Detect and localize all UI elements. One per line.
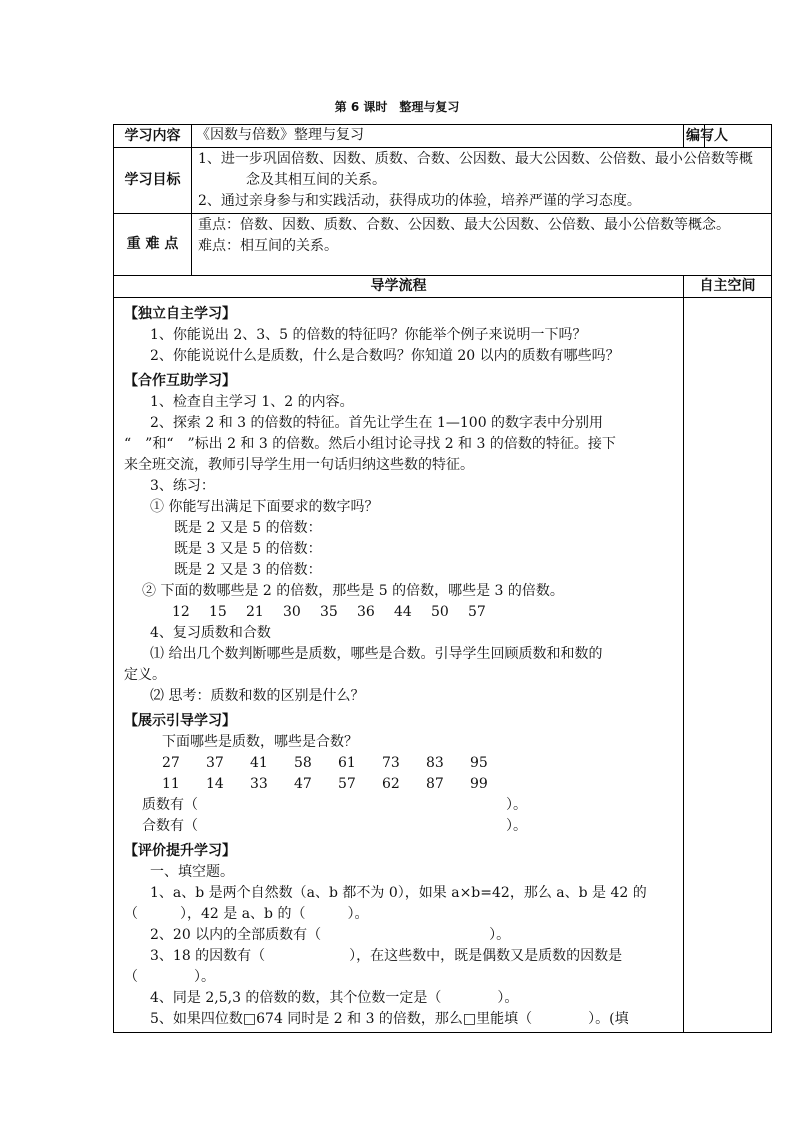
number: 33	[250, 776, 268, 792]
s4-fill1a: 1、a、b 是两个自然数（a、b 都不为 0），如果 a×b=42，那么 a、b 是 42 的	[150, 885, 647, 901]
number: 36	[357, 604, 375, 620]
s2-line4: 4、复习质数和合数	[150, 625, 271, 641]
number: 95	[470, 755, 488, 771]
number: 61	[338, 755, 356, 771]
number: 58	[294, 755, 312, 771]
s2-line2a: 2、探索 2 和 3 的倍数的特征。首先让学生在 1—100 的数字表中分别用	[150, 415, 604, 431]
s2-line4b: 定义。	[124, 667, 166, 683]
number: 41	[250, 755, 268, 771]
number: 21	[246, 604, 264, 620]
number: 47	[294, 776, 312, 792]
number: 62	[382, 776, 400, 792]
page-title: 第 6 课时 整理与复习	[334, 100, 460, 114]
s2-practice2: ② 下面的数哪些是 2 的倍数，那些是 5 的倍数，哪些是 3 的倍数。	[142, 583, 564, 599]
lesson-table	[113, 124, 772, 1033]
label-goals: 学习目标	[114, 148, 192, 214]
s3-composite-answer[interactable]: 合数有（ ）。	[142, 818, 527, 834]
number: 57	[338, 776, 356, 792]
s2-number-row	[124, 602, 677, 623]
number: 14	[206, 776, 224, 792]
number: 37	[206, 755, 224, 771]
section-showcase: 【展示引导学习】	[124, 713, 236, 729]
flow-cell	[114, 298, 684, 1033]
s1-q2: 2、你能说说什么是质数，什么是合数吗？你知道 20 以内的质数有哪些吗？	[150, 348, 620, 364]
number: 73	[382, 755, 400, 771]
self-space-cell[interactable]	[684, 298, 772, 1033]
s4-fill4[interactable]: 4、同是 2,5,3 的倍数的数，其个位数一定是（ ）。	[150, 990, 519, 1006]
number: 57	[468, 604, 486, 620]
s2-line3: 3、练习：	[150, 478, 215, 494]
goal-line-1: 1、进一步巩固倍数、因数、质数、合数、公因数、最大公因数、公倍数、最小公倍数等概念及其相互间的关系。	[198, 151, 753, 188]
label-content: 学习内容	[114, 125, 192, 148]
s4-fill2[interactable]: 2、20 以内的全部质数有（ ）。	[150, 927, 511, 943]
header-flow: 导学流程	[114, 276, 684, 298]
s1-q1: 1、你能说出 2、3、5 的倍数的特征吗？你能举个例子来说明一下吗？	[150, 327, 587, 343]
s4-heading: 一、填空题。	[150, 864, 234, 880]
s2-line2c: 来全班交流，教师引导学生用一句话归纳这些数的特征。	[124, 457, 474, 473]
section-cooperative: 【合作互助学习】	[124, 373, 236, 389]
s2-line1: 1、检查自主学习 1、2 的内容。	[150, 394, 354, 410]
s2-practice1a: 既是 2 又是 5 的倍数：	[174, 520, 322, 536]
number: 99	[470, 776, 488, 792]
goal-line-2: 2、通过亲身参与和实践活动，获得成功的体验，培养严谨的学习态度。	[198, 193, 641, 209]
section-independent: 【独立自主学习】	[124, 306, 236, 322]
number: 50	[431, 604, 449, 620]
s3-number-row-1	[124, 753, 677, 774]
label-author: 编写人	[684, 125, 705, 148]
s3-prime-answer[interactable]: 质数有（ ）。	[142, 797, 527, 813]
number: 12	[172, 604, 190, 620]
label-keypoints: 重 难 点	[114, 214, 192, 276]
section-evaluation: 【评价提升学习】	[124, 843, 236, 859]
keypoint-line-1: 重点：倍数、因数、质数、合数、公因数、最大公因数、公倍数、最小公倍数等概念。	[198, 217, 730, 233]
s4-fill3a[interactable]: 3、18 的因数有（ ），在这些数中，既是偶数又是质数的因数是	[150, 948, 623, 964]
number: 30	[283, 604, 301, 620]
s2-practice1: ① 你能写出满足下面要求的数字吗？	[150, 499, 379, 515]
s4-fill1b[interactable]: （ ），42 是 a、b 的（ ）。	[124, 906, 369, 922]
number: 27	[162, 755, 180, 771]
s3-number-row-2	[124, 774, 677, 795]
s2-line2b: “ ”和“ ”标出 2 和 3 的倍数。然后小组讨论寻找 2 和 3 的倍数的特征。接下	[124, 436, 616, 452]
s4-fill3b[interactable]: （ ）。	[124, 969, 215, 985]
s2-line4a: ⑴ 给出几个数判断哪些是质数，哪些是合数。引导学生回顾质数和和数的	[150, 646, 603, 662]
number: 35	[320, 604, 338, 620]
number: 11	[162, 776, 180, 792]
number: 44	[394, 604, 412, 620]
number: 87	[426, 776, 444, 792]
number: 15	[209, 604, 227, 620]
s2-practice1b: 既是 3 又是 5 的倍数：	[174, 541, 322, 557]
s4-fill5[interactable]: 5、如果四位数□674 同时是 2 和 3 的倍数，那么□里能填（ ）。(填	[150, 1011, 629, 1027]
content-value: 《因数与倍数》整理与复习	[192, 125, 684, 148]
header-self: 自主空间	[684, 276, 772, 298]
s2-line4c: ⑵ 思考：质数和数的区别是什么？	[150, 688, 365, 704]
s3-question: 下面哪些是质数，哪些是合数？	[162, 734, 358, 750]
number: 83	[426, 755, 444, 771]
keypoint-line-2: 难点：相互间的关系。	[198, 238, 338, 254]
s2-practice1c: 既是 2 又是 3 的倍数：	[174, 562, 322, 578]
